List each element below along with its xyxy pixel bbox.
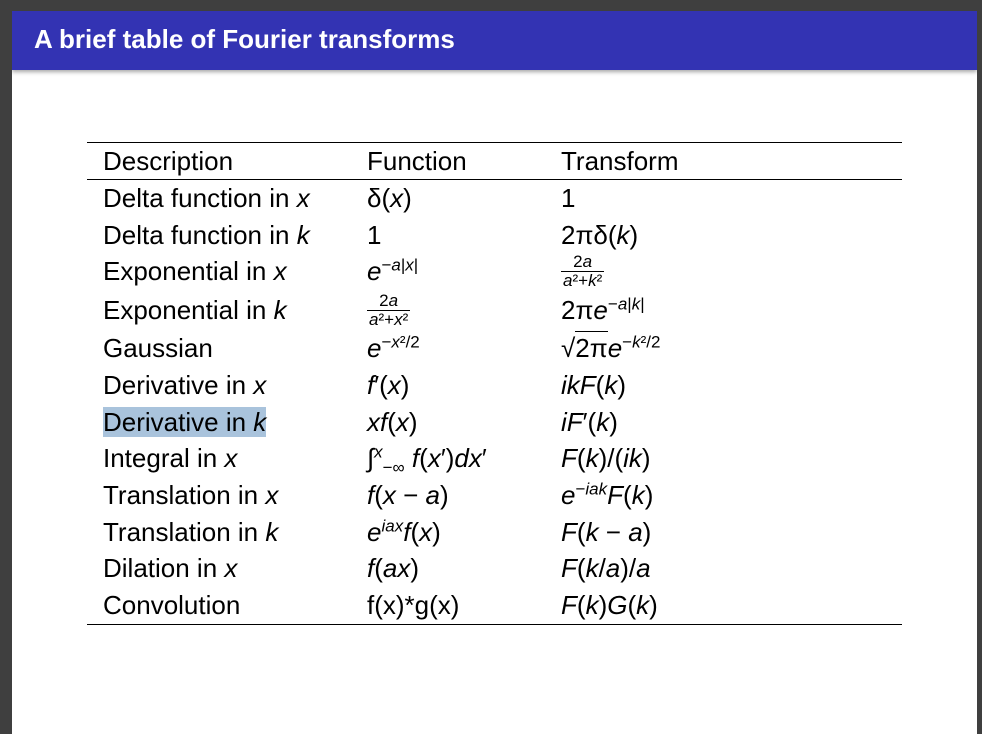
row-transform (561, 180, 902, 217)
math-function: δ(x) (367, 182, 412, 213)
table-row (87, 180, 902, 217)
row-function (367, 217, 561, 254)
variable: k (296, 219, 310, 250)
math-function: f(x)*g(x) (367, 590, 460, 621)
math-transform: iF′(k) (561, 406, 618, 437)
row-description (87, 330, 367, 367)
column-header-function: Function (367, 143, 561, 180)
math-transform: F(k)/(ik) (561, 443, 651, 474)
math-function: xf(x) (367, 406, 418, 437)
math-function: $e^{iax}f(x)$ (367, 516, 441, 547)
description-text: Convolution (103, 590, 241, 621)
math-function: 1 (367, 219, 382, 250)
math-transform: F(k − a) (561, 516, 652, 547)
table-row (87, 330, 902, 367)
row-description (87, 253, 367, 290)
row-function (367, 290, 561, 330)
row-transform (561, 330, 902, 367)
row-transform (561, 587, 902, 624)
row-description (87, 217, 367, 254)
row-function (367, 440, 561, 477)
row-transform (561, 551, 902, 588)
row-description (87, 551, 367, 588)
math-transform: ikF(k) (561, 369, 627, 400)
row-transform (561, 290, 902, 330)
math-transform: 1 (561, 182, 576, 213)
row-function (367, 253, 561, 290)
row-description (87, 514, 367, 551)
table-row (87, 253, 902, 290)
row-function (367, 180, 561, 217)
table-row (87, 290, 902, 330)
row-transform (561, 217, 902, 254)
row-transform (561, 477, 902, 514)
variable: x (253, 369, 267, 400)
selected-text-highlight[interactable] (103, 407, 266, 437)
math-function: $\frac{2a}{\text{a²+x²}}$ (369, 290, 409, 329)
math-transform: $e^{-iak}F(k)$ (561, 479, 654, 510)
description-text: Integral in (103, 443, 218, 474)
variable: x (224, 443, 238, 474)
table-row (87, 217, 902, 254)
row-description (87, 367, 367, 404)
table-row-selected (87, 404, 902, 441)
description-text: Translation in (103, 516, 259, 547)
math-transform: F(k/a)/a (561, 553, 651, 584)
row-transform (561, 514, 902, 551)
row-function (367, 587, 561, 624)
row-function (367, 367, 561, 404)
math-function: f′(x) (367, 369, 410, 400)
description-text: Dilation in (103, 553, 218, 584)
row-description (87, 587, 367, 624)
table-row (87, 587, 902, 624)
math-transform: $2\pi e^{-a|k|}$ (561, 294, 645, 325)
description-text: Derivative in (103, 369, 247, 400)
column-header-description: Description (87, 143, 367, 180)
math-function: $e^{-a|x|}$ (367, 255, 419, 287)
row-description (87, 290, 367, 330)
row-function (367, 404, 561, 441)
row-description (87, 180, 367, 217)
math-function: f(ax) (367, 553, 420, 584)
row-transform (561, 367, 902, 404)
table-row (87, 440, 902, 477)
math-transform: 2πδ(k) (561, 219, 639, 250)
row-transform (561, 253, 902, 290)
description-text: Translation in (103, 479, 259, 510)
row-description[interactable] (87, 404, 367, 441)
table-row (87, 551, 902, 588)
variable: x (273, 256, 287, 287)
row-function (367, 514, 561, 551)
variable: k (273, 294, 287, 325)
description-text: Derivative in (103, 406, 247, 437)
variable: k (265, 516, 279, 547)
table-row (87, 367, 902, 404)
description-text: Delta function in (103, 219, 290, 250)
table-header-row (87, 143, 902, 180)
slide-title: A brief table of Fourier transforms (34, 24, 455, 54)
row-function (367, 477, 561, 514)
description-text: Gaussian (103, 333, 213, 364)
math-transform: $\frac{2a}{\text{a²+k²}}$ (563, 252, 603, 291)
variable: k (253, 406, 267, 437)
variable: x (224, 553, 238, 584)
math-function: $e^{-x^2/2}$ (367, 332, 420, 364)
variable: x (265, 479, 279, 510)
title-bar (12, 11, 977, 70)
math-transform: $√2\pi e^{-k^2/2}$ (561, 332, 661, 364)
row-description (87, 440, 367, 477)
table-row (87, 477, 902, 514)
math-function: f(x − a) (367, 479, 449, 510)
fourier-transform-table (87, 142, 902, 625)
row-transform (561, 440, 902, 477)
variable: x (296, 182, 310, 213)
slide (12, 11, 977, 734)
row-function (367, 551, 561, 588)
math-function: ∫$^x_{-\infty}$ f(x′)dx′ (367, 442, 487, 478)
table-row (87, 514, 902, 551)
row-transform (561, 404, 902, 441)
description-text: Delta function in (103, 182, 290, 213)
row-description (87, 477, 367, 514)
math-transform: F(k)G(k) (561, 590, 658, 621)
description-text: Exponential in (103, 256, 267, 287)
description-text: Exponential in (103, 294, 267, 325)
row-function (367, 330, 561, 367)
column-header-transform: Transform (561, 143, 902, 180)
